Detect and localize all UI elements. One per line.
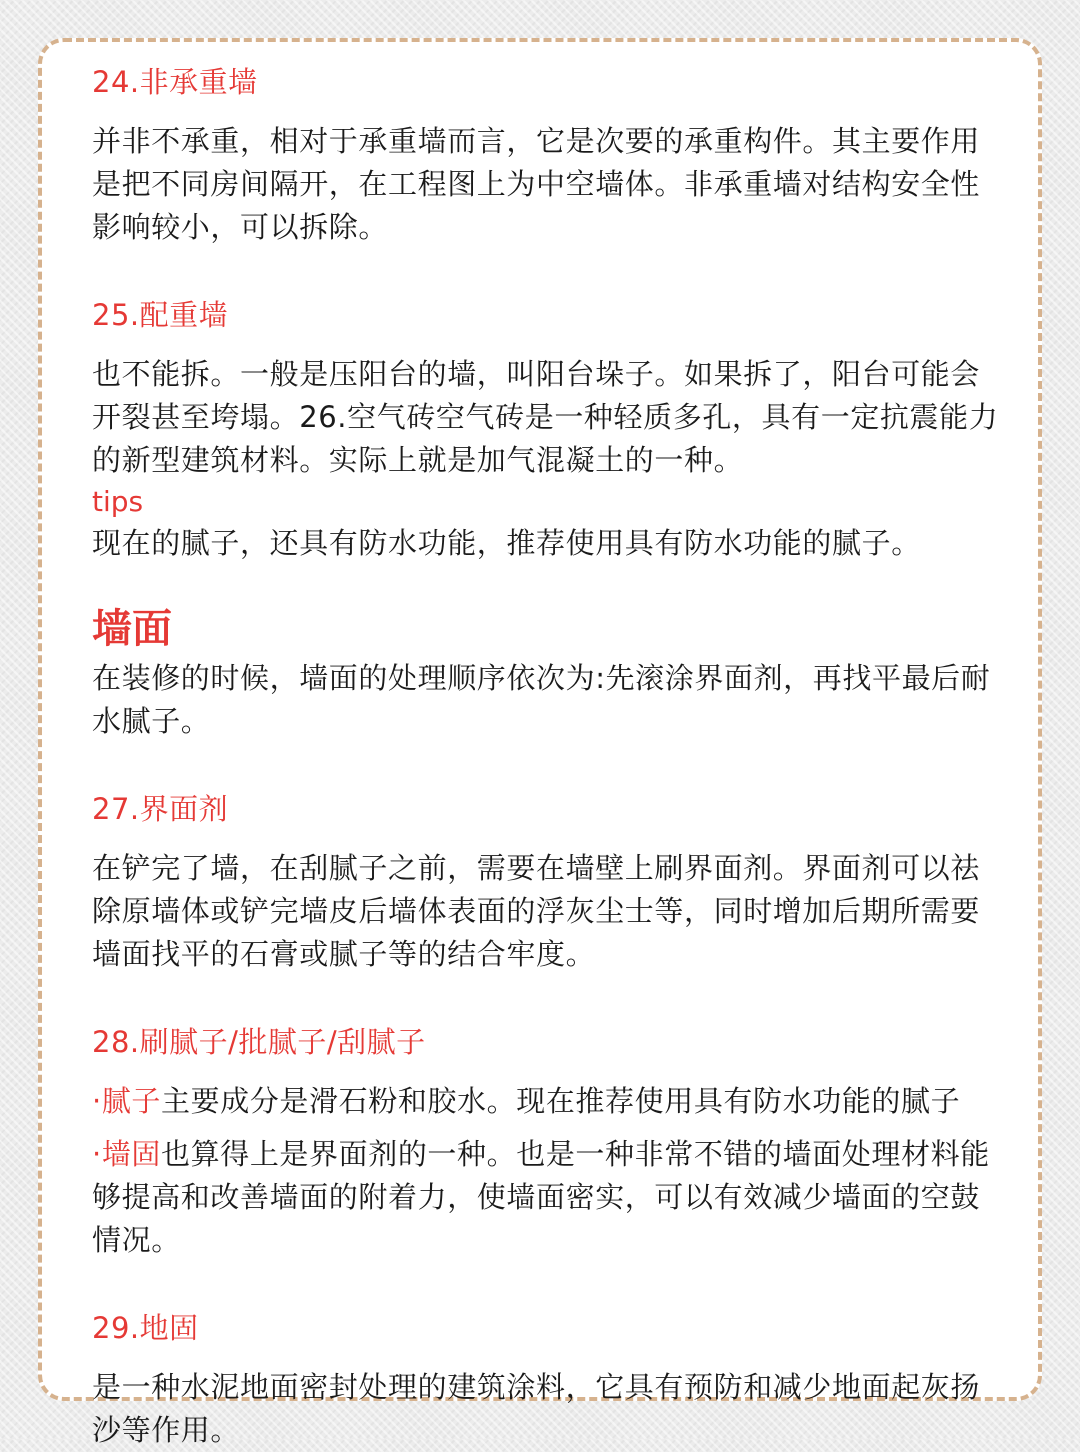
tips-label: tips <box>92 485 144 518</box>
wall-section-heading: 墙面 <box>92 606 172 652</box>
wall-section-body: 在装修的时候，墙面的处理顺序依次为:先滚涂界面剂，再找平最后耐水腻子。 <box>92 661 991 738</box>
bullet-item <box>92 1080 1002 1123</box>
section-29-heading: 29.地固 <box>92 1311 199 1345</box>
section-25-heading: 25.配重墙 <box>92 298 229 332</box>
bullet-term: ·墙固 <box>92 1137 162 1171</box>
section-28-heading: 28.刷腻子/批腻子/刮腻子 <box>92 1025 426 1059</box>
section-24-heading: 24.非承重墙 <box>92 65 258 99</box>
bullet-term: ·腻子 <box>92 1084 162 1118</box>
section-27-heading: 27.界面剂 <box>92 792 229 826</box>
section-29-body: 是一种水泥地面密封处理的建筑涂料，它具有预防和减少地面起灰扬沙等作用。 <box>92 1370 981 1447</box>
section-24-body: 并非不承重，相对于承重墙而言，它是次要的承重构件。其主要作用是把不同房间隔开，在工程图上为中空墙体。非承重墙对结构安全性影响较小，可以拆除。 <box>92 124 981 244</box>
bullet-text: 主要成分是滑石粉和胶水。现在推荐使用具有防水功能的腻子 <box>161 1084 961 1118</box>
bullet-item <box>92 1133 1002 1262</box>
section-27-body: 在铲完了墙，在刮腻子之前，需要在墙壁上刷界面剂。界面剂可以祛除原墙体或铲完墙皮后墙体表面的浮灰尘士等，同时增加后期所需要墙面找平的石膏或腻子等的结合牢度。 <box>92 851 981 971</box>
tips-text: 现在的腻子，还具有防水功能，推荐使用具有防水功能的腻子。 <box>92 526 921 560</box>
article-content <box>92 60 1002 1452</box>
bullet-text: 也算得上是界面剂的一种。也是一种非常不错的墙面处理材料能够提高和改善墙面的附着力，使墙面密实，可以有效减少墙面的空鼓情况。 <box>92 1137 990 1257</box>
section-25-body: 也不能拆。一般是压阳台的墙，叫阳台垛子。如果拆了，阳台可能会开裂甚至垮塌。26.空气砖空气砖是一种轻质多孔，具有一定抗震能力的新型建筑材料。实际上就是加气混凝土的一种。 <box>92 357 999 477</box>
